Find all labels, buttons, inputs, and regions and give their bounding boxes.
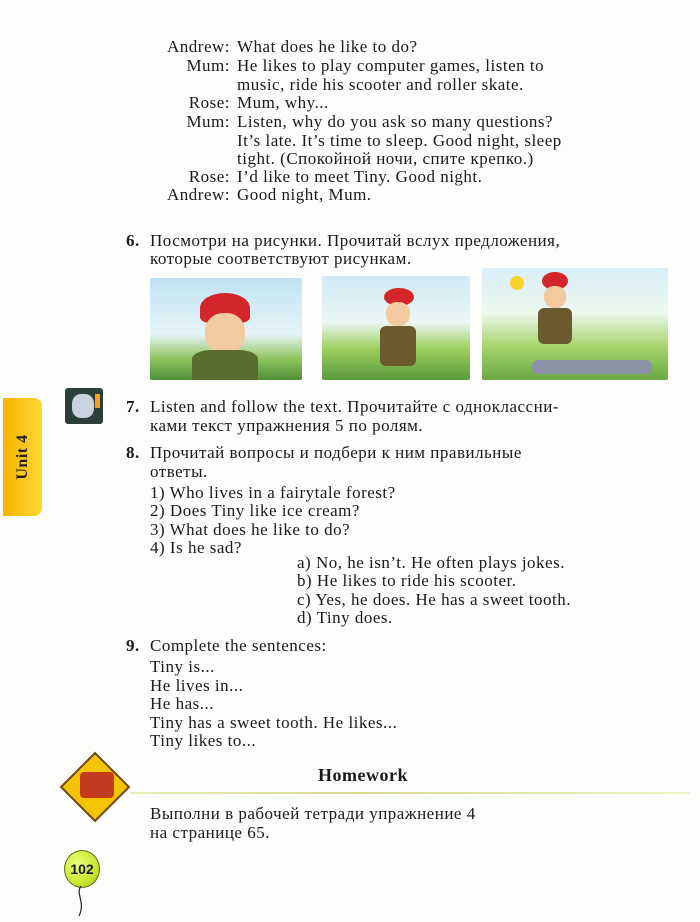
answer: a) No, he isn’t. He often plays jokes. [297,553,565,572]
exercise-text: Complete the sentences: [150,636,327,655]
picture-boy-portrait [150,278,302,380]
speaker: Mum: [186,56,230,75]
exercise-text: ками текст упражнения 5 по ролям. [150,416,424,435]
answer: d) Tiny does. [297,608,393,627]
dialogue-line: He likes to play computer games, listen to [237,56,545,75]
question: 4) Is he sad? [150,538,242,557]
speaker: Rose: [188,167,230,186]
house-icon [80,772,114,798]
dialogue-line: Good night, Mum. [237,185,372,204]
sentence: Tiny likes to... [150,731,257,750]
audio-icon[interactable] [65,388,103,424]
exercise-text: ответы. [150,462,208,481]
dialogue-line: I’d like to meet Tiny. Good night. [237,167,483,186]
sentence: Tiny has a sweet tooth. He likes... [150,713,398,732]
dialogue-line: It’s late. It’s time to sleep. Good night, sleep [237,131,562,150]
dialogue-line: Mum, why... [237,93,329,112]
unit-label: Unit 4 [13,434,31,480]
page-number: 102 [64,850,100,888]
dialogue-line: tight. (Спокойной ночи, спите крепко.) [237,149,534,168]
balloon-string [70,884,90,918]
answer: b) He likes to ride his scooter. [297,571,517,590]
answer: c) Yes, he does. He has a sweet tooth. [297,590,571,609]
dialogue-line: What does he like to do? [237,37,418,56]
divider [130,792,690,794]
speaker: Mum: [186,112,230,131]
exercise-text: Прочитай вопросы и подбери к ним правильные [150,443,522,462]
homework-text: на странице 65. [150,823,270,842]
exercise-number: 6. [126,231,140,250]
homework-title: Homework [318,765,408,785]
exercise-text: Listen and follow the text. Прочитайте с одноклассни- [150,397,559,416]
exercise-number: 9. [126,636,140,655]
sentence: Tiny is... [150,657,215,676]
picture-boy-skating [482,268,668,380]
question: 2) Does Tiny like ice cream? [150,501,360,520]
sentence: He lives in... [150,676,244,695]
speaker: Rose: [188,93,230,112]
unit-tab [3,398,42,516]
homework-text: Выполни в рабочей тетради упражнение 4 [150,804,476,823]
exercise-number: 8. [126,443,140,462]
exercise-text: Посмотри на рисунки. Прочитай вслух предложения, [150,231,561,250]
dialogue-line: Listen, why do you ask so many questions? [237,112,554,131]
dialogue-line: music, ride his scooter and roller skate. [237,75,524,94]
speaker: Andrew: [167,185,230,204]
exercise-text: которые соответствуют рисункам. [150,249,412,268]
speaker: Andrew: [167,37,230,56]
sentence: He has... [150,694,214,713]
question: 3) What does he like to do? [150,520,351,539]
question: 1) Who lives in a fairytale forest? [150,483,396,502]
picture-boy-eating [322,276,470,380]
exercise-number: 7. [126,397,140,416]
